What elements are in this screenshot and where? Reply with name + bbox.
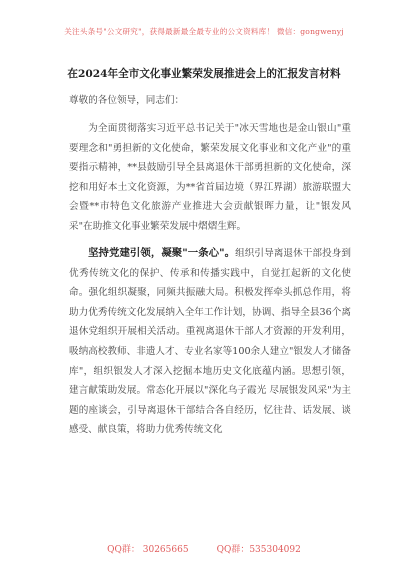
- paragraph-heading: 坚持党建引领，凝聚"一条心"。: [88, 247, 236, 259]
- footer-qq-group-2: QQ群：535304092: [216, 545, 301, 555]
- paragraph-party-building: [69, 244, 351, 440]
- footer-contact: [0, 542, 408, 555]
- paragraph-intro: [69, 119, 351, 237]
- document-title: 在2024年全市文化事业繁荣发展推进会上的汇报发言材料: [67, 68, 341, 80]
- salutation: 尊敬的各位领导，同志们：: [69, 95, 185, 106]
- footer-qq-group-1: QQ群： 30265665: [107, 545, 189, 555]
- promo-banner: 关注头条号"公文研究"，获得最新最全最专业的公文资料库！ 微信：gongwenyj: [64, 27, 344, 36]
- paragraph-intro-text: 为全面贯彻落实习近平总书记关于"冰天雪地也是金山银山"重要理念和"勇担新的文化使命，繁荣发展文化事业和文化产业"的重要指示精神，**县鼓励引导全县离退休干部勇担新的文化使命，深挖和用好本土文化资源，为**省首届边境（界江界湖）旅游联盟大会暨**市特色文化旅游产业推进大会贡献银晖力量，让"银发风采"在助推文化事业繁荣发展中熠熠生辉。: [69, 123, 351, 232]
- paragraph-body-text: 组织引导离退休干部投身到优秀传统文化的保护、传承和传播实践中，自觉扛起新的文化使命。强化组织凝聚，同频共振融大局。积极发挥牵头抓总作用，将助力优秀传统文化发展纳入全年工作计划，协调、指导全县36个离退休党组织开展相关活动。重视离退休干部人才资源的开发利用，吸纳高校教师、非遗人才、专业名家等100余人建立"银发人才储备库"，组织银发人才深入挖掘本地历史文化底蕴内涵。思想引领，建言献策助发展。常态化开展以"深化乌子霞光 尽展银发风采"为主题的座谈会，引导离退休干部结合各自经历，忆往昔、话发展、谈感受、献良策，将助力优秀传统文化: [69, 248, 352, 436]
